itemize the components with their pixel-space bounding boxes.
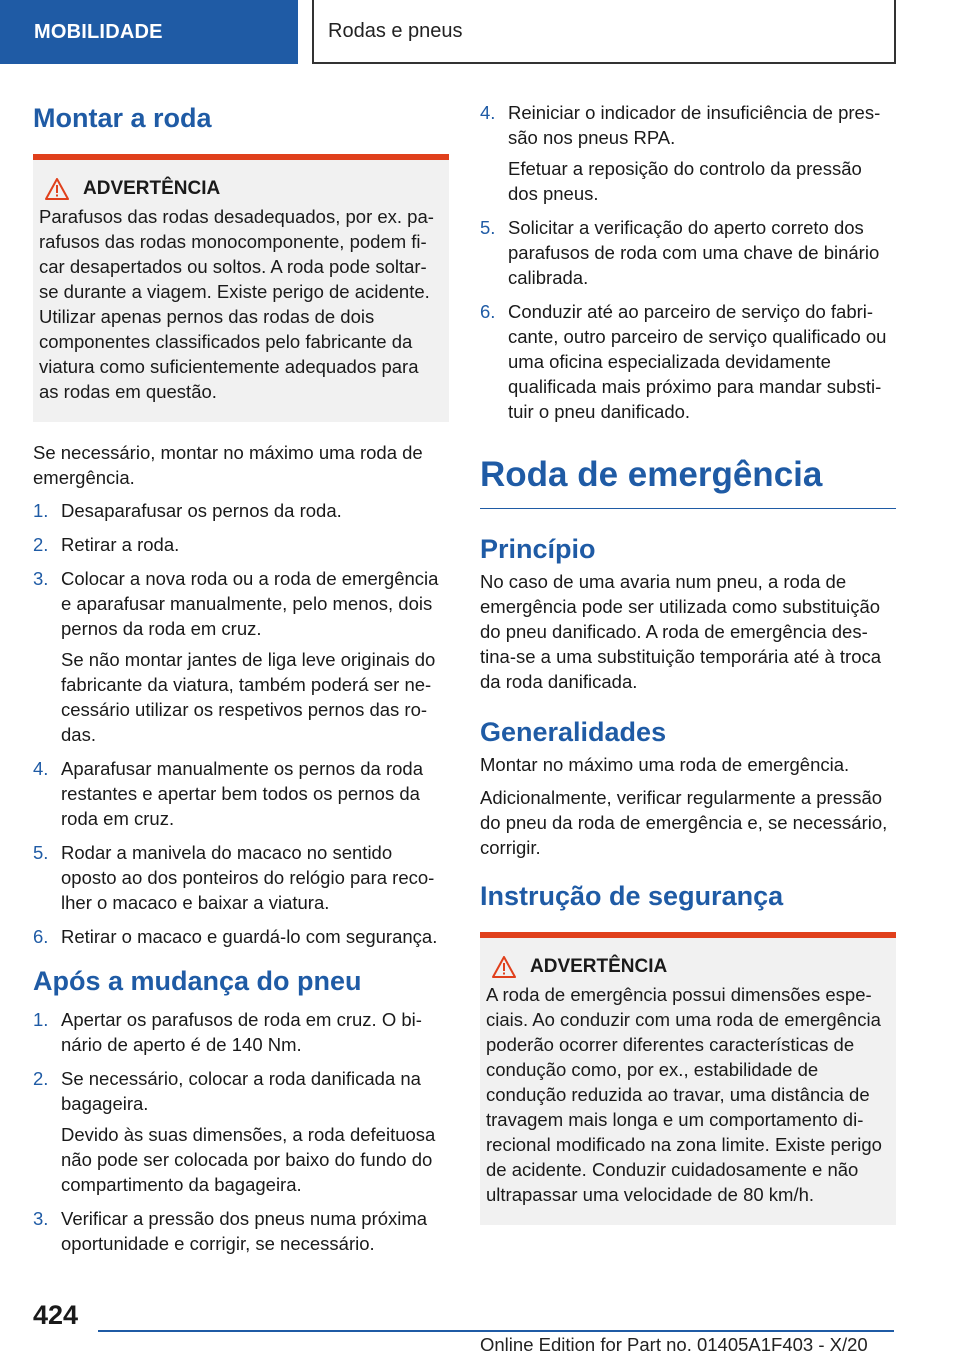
warning-text: Parafusos das rodas desadequados, por ex. parafusos das rodas monocomponente, podem ficar desapertados ou soltos. A roda pode soltar-se durante a viagem. Existe perigo de acidente. Utilizar apenas pernos das rodas de dois componentes classificados pelo fabricante da viatura como suficientemente adequados para as rodas em questão. — [39, 206, 434, 402]
step-number: 2. — [33, 1068, 49, 1089]
step-number: 6. — [480, 301, 496, 322]
steps-after-list — [33, 1007, 449, 1256]
list-item — [480, 215, 896, 290]
step-number: 3. — [33, 1208, 49, 1229]
list-item — [480, 299, 896, 424]
warning-box-2 — [480, 932, 896, 1225]
list-item — [33, 840, 449, 915]
page-header — [0, 0, 960, 66]
heading-roda-emergencia: Roda de emergência — [480, 452, 896, 509]
step-number: 1. — [33, 500, 49, 521]
list-item — [33, 566, 449, 747]
warning-triangle-icon — [492, 956, 516, 978]
list-item — [480, 100, 896, 206]
steps-continued-list — [480, 100, 896, 424]
section-tab: MOBILIDADE — [0, 0, 298, 64]
step-number: 1. — [33, 1009, 49, 1030]
intro-paragraph: Se necessário, montar no máximo uma roda de emergência. — [33, 442, 423, 488]
general-paragraph-1: Montar no máximo uma roda de emergência. — [480, 754, 850, 775]
chapter-title: Rodas e pneus — [312, 0, 896, 64]
warning-triangle-icon — [45, 178, 69, 200]
warning-box-1 — [33, 154, 449, 422]
list-item — [33, 1066, 449, 1197]
list-item — [33, 924, 449, 949]
heading-generalidades: Generalidades — [480, 717, 667, 747]
step-text: Colocar a nova roda ou a roda de emergência e aparafusar manualmente, pelo menos, dois pernos da roda em cruz. — [61, 568, 439, 639]
step-text: Aparafusar manualmente os pernos da roda restantes e apertar bem todos os pernos da roda em cruz. — [61, 758, 423, 829]
list-item — [33, 532, 449, 557]
warning-text: A roda de emergência possui dimensões especiais. Ao conduzir com uma roda de emergência poderão ocorrer diferentes características de condução como, por ex., estabilidade de condução reduzida ao travar, uma distância de travagem mais longa e um comportamento direcional modificado na zona limite. Existe perigo de acidente. Conduzir cuidadosamente e não ultrapassar uma velocidade de 80 km/h. — [486, 984, 882, 1205]
heading-instrucao-seguranca: Instrução de segurança — [480, 881, 784, 911]
step-number: 5. — [33, 842, 49, 863]
step-number: 2. — [33, 534, 49, 555]
step-text: Rodar a manivela do macaco no sentido oposto ao dos ponteiros do relógio para recolher o macaco e baixar a viatura. — [61, 842, 435, 913]
list-item — [33, 756, 449, 831]
heading-apos-mudanca: Após a mudança do pneu — [33, 966, 362, 996]
list-item — [33, 1007, 449, 1057]
right-column — [480, 100, 896, 1243]
step-number: 6. — [33, 926, 49, 947]
general-paragraph-2: Adicionalmente, verificar regularmente a pressão do pneu da roda de emergência e, se necessário, corrigir. — [480, 787, 888, 858]
step-number: 3. — [33, 568, 49, 589]
steps-mount-list — [33, 498, 449, 949]
step-number: 4. — [33, 758, 49, 779]
step-note: Se não montar jantes de liga leve originais do fabricante da viatura, também poderá ser necessário utilizar os respetivos pernos das rodas. — [61, 649, 436, 745]
warning-title — [486, 956, 888, 978]
step-text: Reiniciar o indicador de insuficiência de pressão nos pneus RPA. — [508, 102, 881, 148]
heading-montar-roda: Montar a roda — [33, 103, 212, 133]
step-text: Se necessário, colocar a roda danificada na bagageira. — [61, 1068, 421, 1114]
step-text: Retirar a roda. — [61, 534, 180, 555]
step-number: 4. — [480, 102, 496, 123]
step-text: Conduzir até ao parceiro de serviço do fabricante, outro parceiro de serviço qualificado ou uma oficina especializada devidamente qualificada mais próximo para mandar substituir o pneu danificado. — [508, 301, 887, 422]
left-column — [33, 100, 449, 1266]
list-item — [33, 1206, 449, 1256]
step-number: 5. — [480, 217, 496, 238]
step-text: Solicitar a verificação do aperto correto dos parafusos de roda com uma chave de binário calibrada. — [508, 217, 880, 288]
warning-title-text: ADVERTÊNCIA — [83, 178, 221, 199]
warning-title-text: ADVERTÊNCIA — [530, 956, 668, 977]
step-text: Desaparafusar os pernos da roda. — [61, 500, 342, 521]
warning-title — [39, 178, 441, 200]
footer-divider — [98, 1330, 894, 1332]
step-text: Verificar a pressão dos pneus numa próxima oportunidade e corrigir, se necessário. — [61, 1208, 428, 1254]
step-note: Devido às suas dimensões, a roda defeituosa não pode ser colocada por baixo do fundo do compartimento da bagageira. — [61, 1124, 436, 1195]
edition-text: Online Edition for Part no. 01405A1F403 - X/20 — [480, 1334, 868, 1355]
step-text: Retirar o macaco e guardá-lo com segurança. — [61, 926, 438, 947]
step-note: Efetuar a reposição do controlo da pressão dos pneus. — [508, 158, 862, 204]
list-item — [33, 498, 449, 523]
principle-paragraph: No caso de uma avaria num pneu, a roda de emergência pode ser utilizada como substituição do pneu danificado. A roda de emergência destina-se a uma substituição temporária até à troca da roda danificada. — [480, 571, 882, 692]
page-number: 424 — [33, 1300, 79, 1330]
step-text: Apertar os parafusos de roda em cruz. O binário de aperto é de 140 Nm. — [61, 1009, 422, 1055]
heading-principio: Princípio — [480, 534, 596, 564]
